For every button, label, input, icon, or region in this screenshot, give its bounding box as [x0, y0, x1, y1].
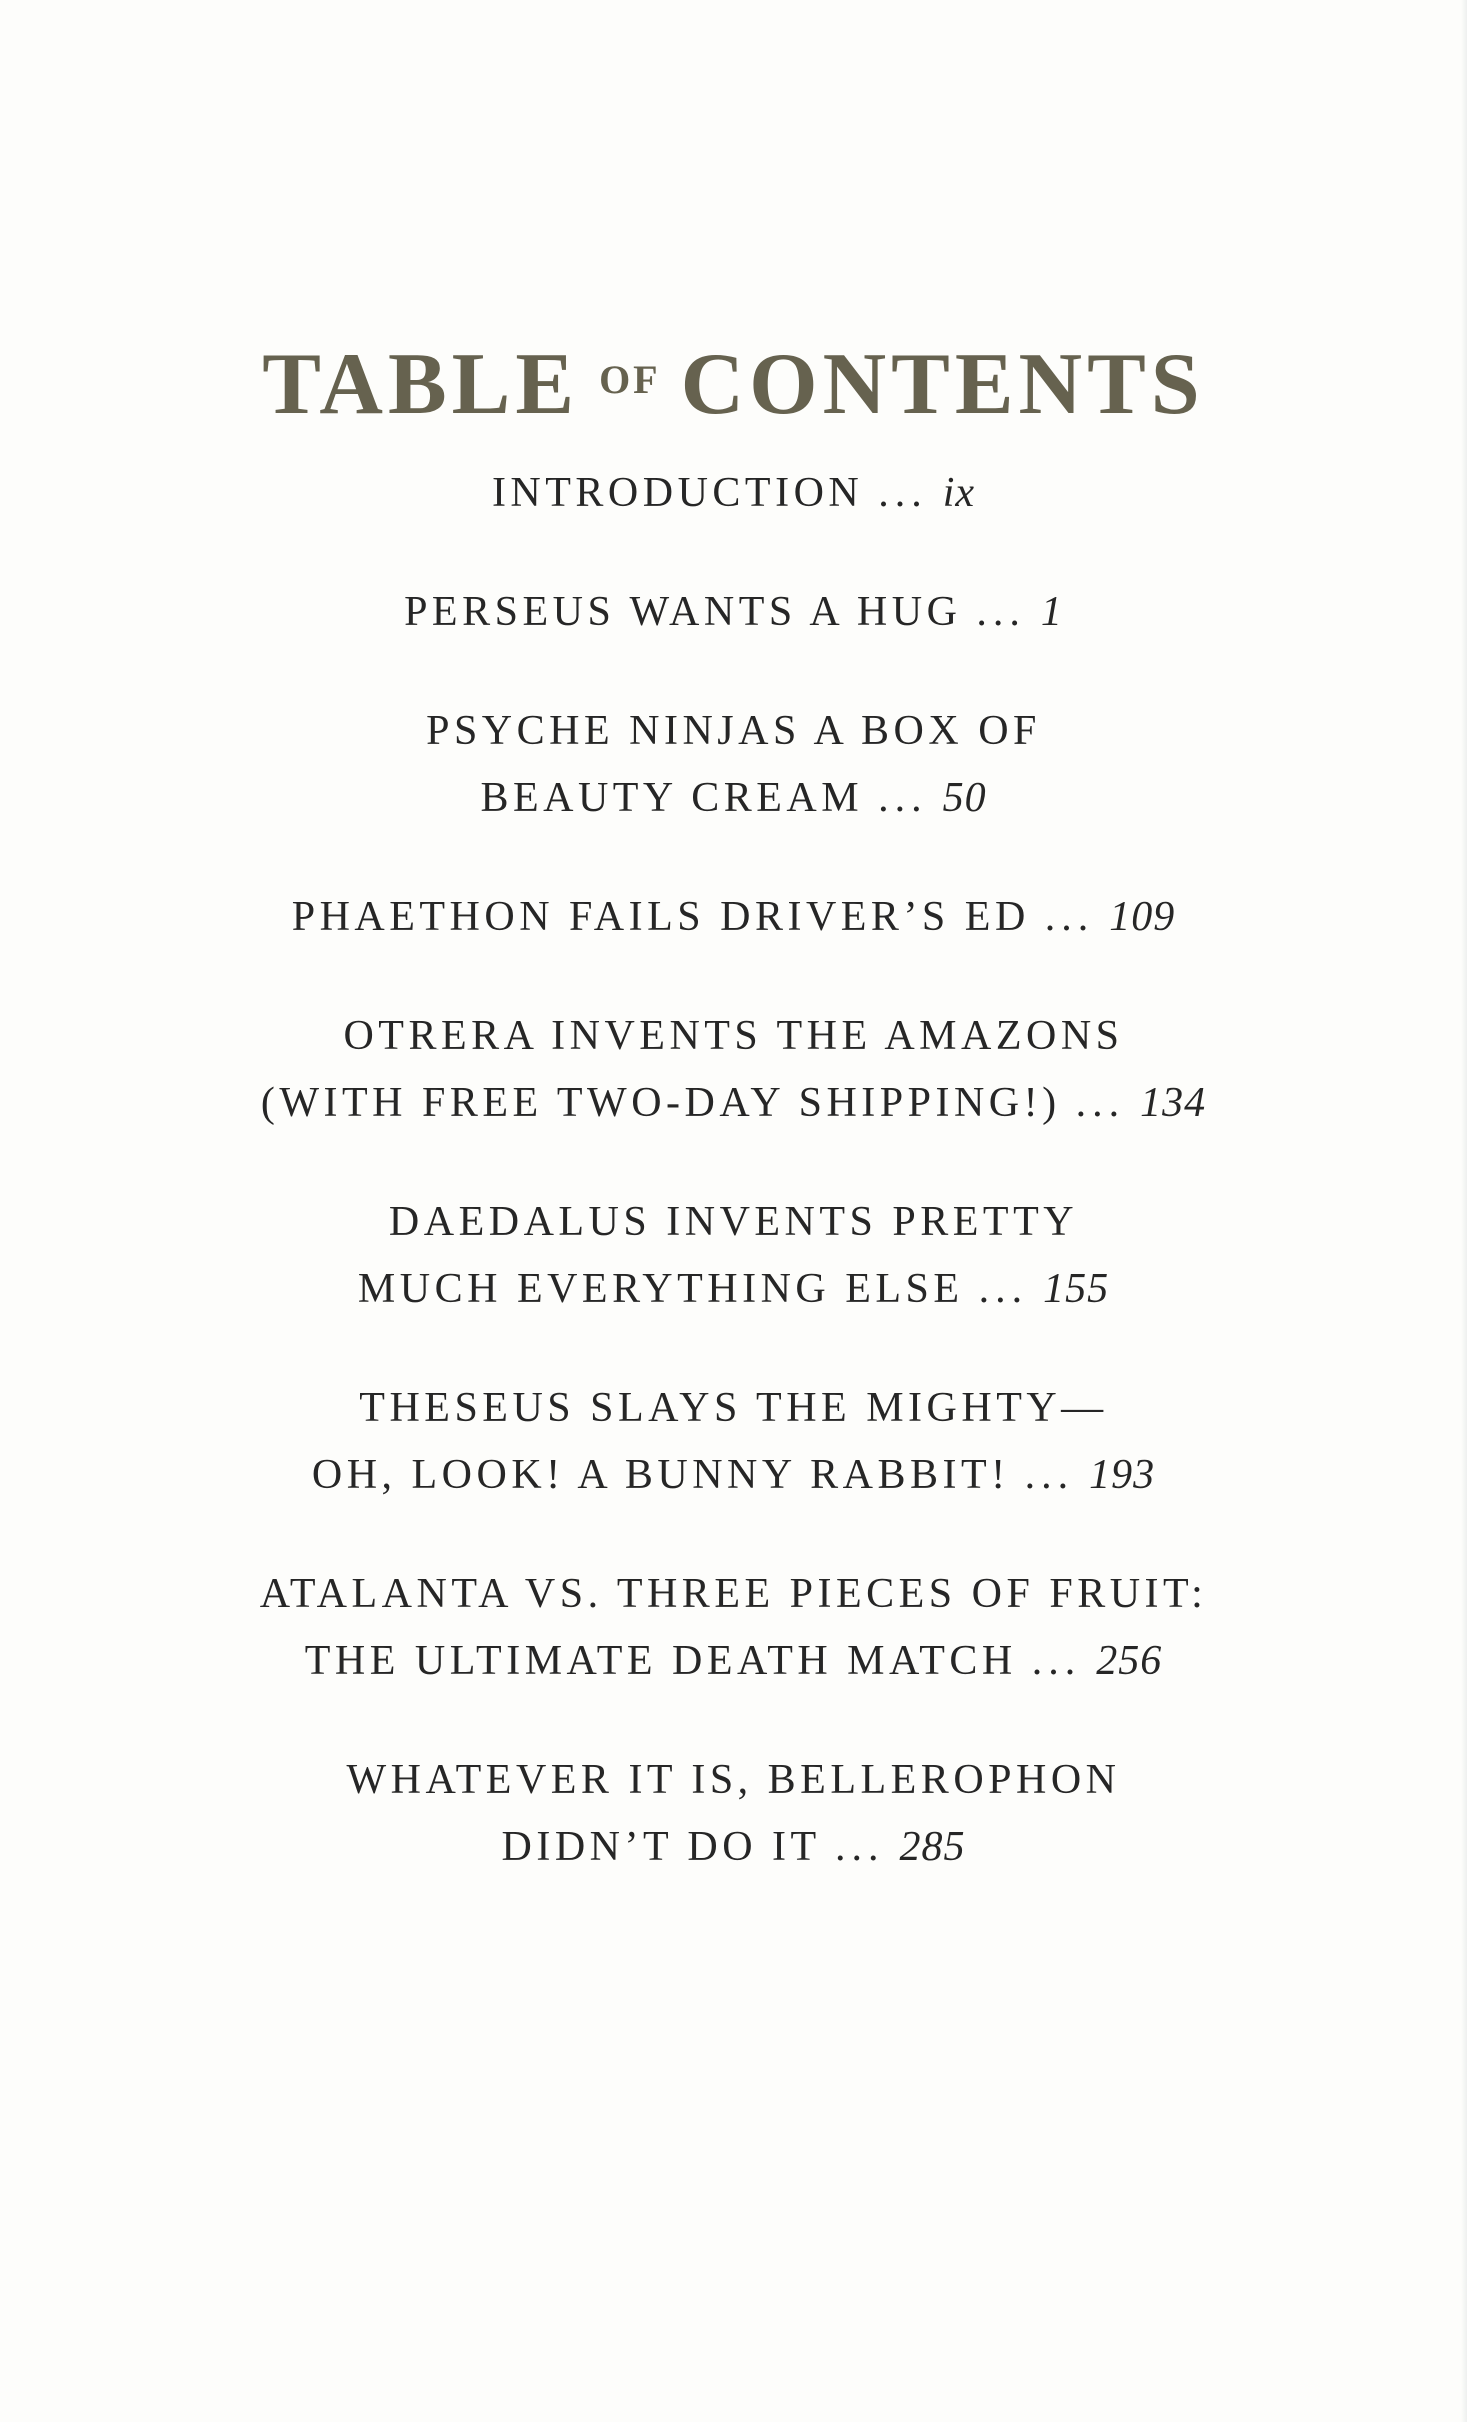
toc-entry-daedalus [0, 1189, 1467, 1323]
toc-entry-line [0, 884, 1467, 951]
toc-entry-line [0, 1070, 1467, 1137]
toc-entry-psyche [0, 698, 1467, 832]
page-number: 1 [1040, 589, 1063, 635]
toc-entry-bellerophon [0, 1747, 1467, 1881]
toc-entry-title: BEAUTY CREAM [480, 775, 864, 821]
toc-entry-line: OTRERA INVENTS THE AMAZONS [343, 1013, 1124, 1059]
toc-entry-atalanta [0, 1561, 1467, 1695]
page-number: 256 [1096, 1638, 1163, 1684]
toc-entry-line [0, 1256, 1467, 1323]
title-word-contents: CONTENTS [680, 335, 1205, 433]
toc-entry-line: PSYCHE NINJAS A BOX OF [426, 708, 1041, 754]
title-word-table: TABLE [262, 335, 580, 433]
leader-dots: ... [976, 589, 1026, 635]
page-number: 155 [1043, 1266, 1110, 1312]
contents-list [0, 460, 1467, 1933]
page-number: 109 [1109, 894, 1176, 940]
toc-entry-title: (WITH FREE TWO-DAY SHIPPING!) [260, 1080, 1061, 1126]
toc-entry-line: DAEDALUS INVENTS PRETTY [388, 1199, 1079, 1245]
leader-dots: ... [1044, 894, 1095, 940]
page-number: 50 [942, 775, 987, 821]
leader-dots: ... [1024, 1452, 1075, 1498]
leader-dots: ... [978, 1266, 1029, 1312]
page-title [0, 335, 1467, 433]
page-number: 193 [1089, 1452, 1156, 1498]
leader-dots: ... [878, 470, 928, 516]
toc-entry-line: ATALANTA VS. THREE PIECES OF FRUIT: [259, 1571, 1208, 1617]
toc-entry-line: WHATEVER IT IS, BELLEROPHON [346, 1757, 1121, 1803]
toc-entry-perseus [0, 579, 1467, 646]
leader-dots: ... [1075, 1080, 1126, 1126]
toc-entry-line [0, 460, 1467, 527]
toc-entry-line: THESEUS SLAYS THE MIGHTY— [359, 1385, 1108, 1431]
toc-entry-title: OH, LOOK! A BUNNY RABBIT! [311, 1452, 1010, 1498]
page-number: 134 [1140, 1080, 1207, 1126]
toc-entry-introduction [0, 460, 1467, 527]
toc-entry-title: INTRODUCTION [491, 470, 864, 516]
toc-entry-title: PERSEUS WANTS A HUG [404, 589, 962, 635]
leader-dots: ... [878, 775, 928, 821]
toc-entry-phaethon [0, 884, 1467, 951]
toc-entry-line [0, 579, 1467, 646]
toc-entry-line [0, 1814, 1467, 1881]
page-number: 285 [899, 1824, 966, 1870]
title-word-of: OF [599, 356, 661, 402]
toc-entry-title: MUCH EVERYTHING ELSE [357, 1266, 964, 1312]
toc-entry-otrera [0, 1003, 1467, 1137]
toc-entry-theseus [0, 1375, 1467, 1509]
toc-entry-line [0, 1442, 1467, 1509]
page-number: ix [942, 470, 976, 516]
leader-dots: ... [834, 1824, 885, 1870]
toc-entry-title: DIDN’T DO IT [501, 1824, 820, 1870]
toc-entry-line [0, 1628, 1467, 1695]
toc-entry-line [0, 765, 1467, 832]
leader-dots: ... [1031, 1638, 1082, 1684]
toc-entry-title: THE ULTIMATE DEATH MATCH [304, 1638, 1017, 1684]
toc-entry-title: PHAETHON FAILS DRIVER’S ED [291, 894, 1030, 940]
